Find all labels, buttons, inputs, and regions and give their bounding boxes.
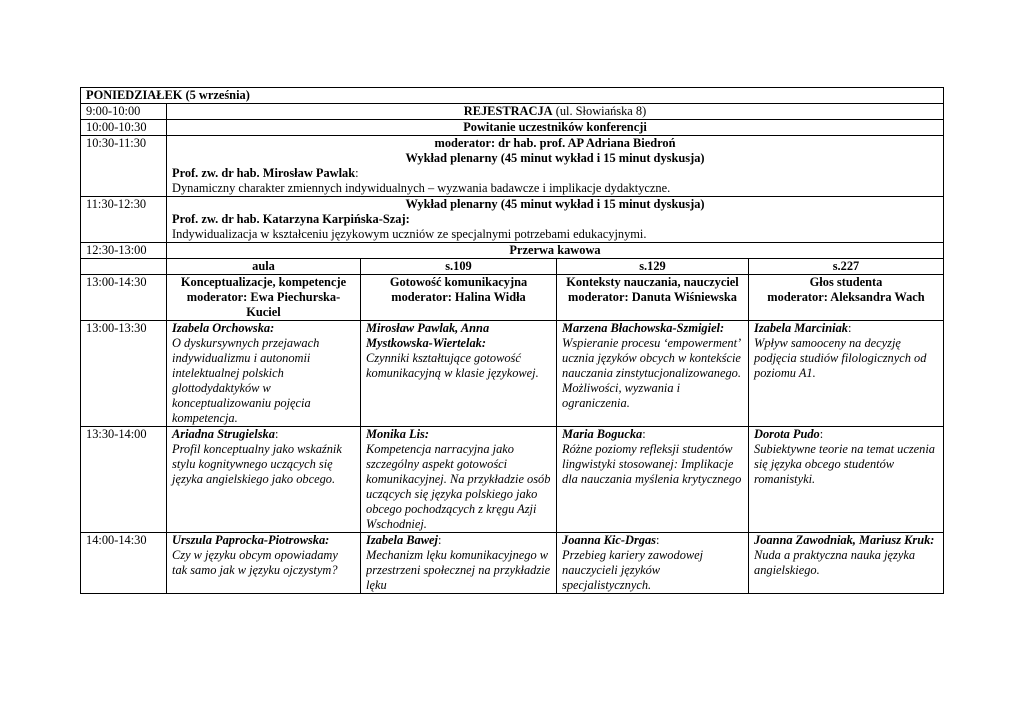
plenary1-moderator: moderator: dr hab. prof. AP Adriana Biedroń: [434, 136, 676, 150]
empty-time-cell: [81, 259, 167, 275]
speaker-sep: :: [655, 533, 660, 547]
talk-topic: Kompetencja narracyjna jako szczególny aspekt gotowości komunikacyjnej. Na przykładzie osób uczących się języka polskiego jako obcego pochodzących z kręgu Azji Wschodniej.: [366, 442, 551, 531]
day-title: PONIEDZIAŁEK (5 września): [81, 88, 944, 104]
plenary1-speaker: Prof. zw. dr hab. Mirosław Pawlak: [172, 166, 356, 180]
schedule-table: [80, 87, 944, 594]
section-cell: [749, 275, 944, 321]
section-cell: [361, 275, 557, 321]
talk-topic: O dyskursywnych przejawach indywidualizmu i autonomii intelektualnej polskich glottodydaktyków w konceptualizowaniu pojęcia kompetencja.: [172, 336, 320, 425]
time-cell: 14:00-14:30: [81, 533, 167, 594]
speaker-name: Maria Bogucka: [562, 427, 643, 441]
speaker-name: Joanna Zawodniak, Mariusz Kruk:: [754, 533, 935, 547]
section-title: Gotowość komunikacyjna: [389, 275, 528, 289]
plenary1-topic: Dynamiczny charakter zmiennych indywidualnych – wyzwania badawcze i implikacje dydaktyczne.: [172, 181, 671, 195]
day-header-row: [81, 88, 944, 104]
rooms-row: [81, 259, 944, 275]
plenary2-heading: Wykład plenarny (45 minut wykład i 15 minut dyskusja): [405, 197, 705, 211]
slot-row: [81, 533, 944, 594]
section-cell: [557, 275, 749, 321]
room-s129: s.129: [557, 259, 749, 275]
plenary1-row: [81, 136, 944, 197]
talk-topic: Subiektywne teorie na temat uczenia się języka obcego studentów romanistyki.: [754, 442, 935, 486]
talk-topic: Przebieg kariery zawodowej nauczycieli języków specjalistycznych.: [562, 548, 704, 592]
speaker-sep: :: [819, 427, 824, 441]
time-cell: 12:30-13:00: [81, 243, 167, 259]
section-moderator: moderator: Danuta Wiśniewska: [568, 290, 737, 304]
talk-cell: [557, 321, 749, 427]
registration-cell: [167, 104, 944, 120]
break-label: Przerwa kawowa: [167, 243, 944, 259]
speaker-name: Izabela Orchowska:: [172, 321, 275, 335]
break-row: [81, 243, 944, 259]
section-cell: [167, 275, 361, 321]
talk-topic: Wpływ samooceny na decyzję podjęcia studiów filologicznych od poziomu A1.: [754, 336, 927, 380]
talk-topic: Profil konceptualny jako wskaźnik stylu kognitywnego uczących się języka angielskiego jako obcego.: [172, 442, 342, 486]
talk-topic: Czy w języku obcym opowiadamy tak samo jak w języku ojczystym?: [172, 548, 338, 577]
talk-cell: [749, 321, 944, 427]
talk-topic: Mechanizm lęku komunikacyjnego w przestrzeni społecznej na przykładzie lęku: [366, 548, 551, 592]
speaker-name: Monika Lis:: [366, 427, 429, 441]
talk-cell: [361, 321, 557, 427]
speaker-name: Urszula Paprocka-Piotrowska:: [172, 533, 330, 547]
speaker-sep: :: [642, 427, 646, 441]
talk-topic: Różne poziomy refleksji studentów lingwistyki stosowanej: Implikacje dla nauczania myślenia krytycznego: [562, 442, 742, 486]
speaker-name: Izabela Bawej: [366, 533, 438, 547]
section-moderator: moderator: Halina Widła: [391, 290, 526, 304]
speaker-name: Izabela Marciniak: [754, 321, 848, 335]
plenary2-row: [81, 197, 944, 243]
speaker-name: Dorota Pudo: [754, 427, 820, 441]
room-aula: aula: [167, 259, 361, 275]
speaker-sep: :: [847, 321, 852, 335]
welcome-label: Powitanie uczestników konferencji: [167, 120, 944, 136]
slot-row: [81, 427, 944, 533]
time-cell: 11:30-12:30: [81, 197, 167, 243]
speaker-name: Joanna Kic-Drgas: [562, 533, 656, 547]
plenary1-speaker-line: [172, 166, 938, 181]
plenary1-heading: Wykład plenarny (45 minut wykład i 15 minut dyskusja): [405, 151, 705, 165]
speaker-name: Marzena Błachowska-Szmigiel:: [562, 321, 725, 335]
time-cell: 10:30-11:30: [81, 136, 167, 197]
registration-label: REJESTRACJA: [463, 104, 553, 118]
sections-row: [81, 275, 944, 321]
talk-cell: [167, 533, 361, 594]
registration-place: (ul. Słowiańska 8): [555, 104, 647, 118]
speaker-name: Mirosław Pawlak, Anna Mystkowska-Wiertelak:: [366, 321, 490, 350]
talk-cell: [361, 533, 557, 594]
section-title: Konteksty nauczania, nauczyciel: [566, 275, 739, 289]
talk-cell: [361, 427, 557, 533]
plenary1-cell: [167, 136, 944, 197]
welcome-row: [81, 120, 944, 136]
plenary2-cell: [167, 197, 944, 243]
talk-cell: [557, 533, 749, 594]
time-cell: 10:00-10:30: [81, 120, 167, 136]
section-moderator: moderator: Aleksandra Wach: [767, 290, 925, 304]
talk-cell: [749, 427, 944, 533]
time-cell: 13:00-14:30: [81, 275, 167, 321]
time-cell: 13:30-14:00: [81, 427, 167, 533]
talk-topic: Wspieranie procesu ‘empowerment’ ucznia języków obcych w kontekście nauczania zinstytucjonalizowanego. Możliwości, wyzwania i ograniczenia.: [562, 336, 741, 410]
section-moderator: moderator: Ewa Piechurska-Kuciel: [186, 290, 341, 319]
registration-row: [81, 104, 944, 120]
section-title: Głos studenta: [809, 275, 883, 289]
talk-topic: Czynniki kształtujące gotowość komunikacyjną w klasie językowej.: [366, 351, 539, 380]
room-s227: s.227: [749, 259, 944, 275]
time-cell: 9:00-10:00: [81, 104, 167, 120]
talk-topic: Nuda a praktyczna nauka języka angielskiego.: [754, 548, 916, 577]
time-cell: 13:00-13:30: [81, 321, 167, 427]
talk-cell: [167, 427, 361, 533]
slot-row: [81, 321, 944, 427]
talk-cell: [749, 533, 944, 594]
speaker-sep: :: [274, 427, 279, 441]
talk-cell: [167, 321, 361, 427]
plenary2-topic: Indywidualizacja w kształceniu językowym uczniów ze specjalnymi potrzebami edukacyjnymi.: [172, 227, 647, 241]
speaker-name: Ariadna Strugielska: [172, 427, 275, 441]
plenary2-speaker: Prof. zw. dr hab. Katarzyna Karpińska-Szaj:: [172, 212, 410, 226]
room-s109: s.109: [361, 259, 557, 275]
plenary1-speaker-suffix: :: [355, 166, 359, 180]
talk-cell: [557, 427, 749, 533]
section-title: Konceptualizacje, kompetencje: [180, 275, 347, 289]
speaker-sep: :: [437, 533, 442, 547]
